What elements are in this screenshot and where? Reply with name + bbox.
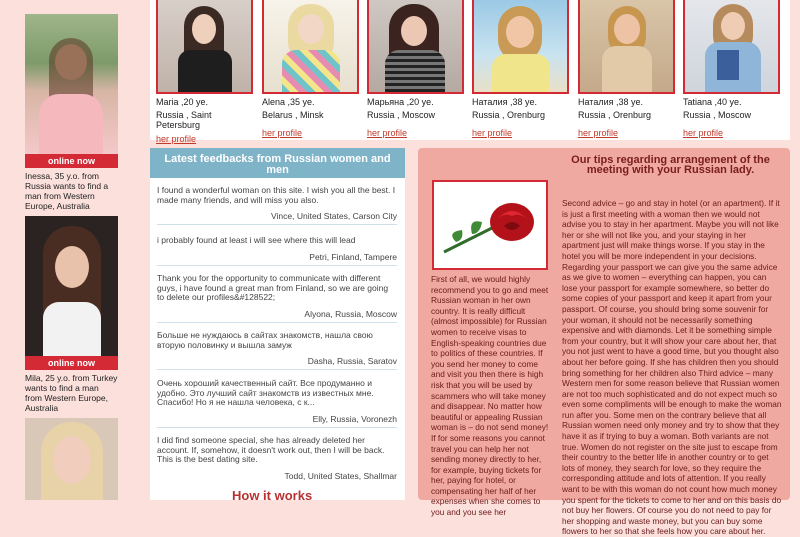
profile-name-age: Наталия ,38 ye. — [472, 97, 538, 107]
profile-photo[interactable] — [683, 0, 780, 94]
her-profile-link[interactable]: her profile — [262, 128, 303, 138]
feedback-item — [157, 379, 397, 428]
profile-card[interactable] — [262, 0, 359, 138]
profile-location: Russia , Moscow — [683, 110, 752, 120]
profile-location: Russia , Moscow — [367, 110, 436, 120]
online-badge: online now — [25, 356, 118, 370]
profile-photo[interactable] — [578, 0, 675, 94]
feedback-item — [157, 331, 397, 370]
profile-card[interactable] — [578, 0, 675, 138]
profile-photo[interactable] — [262, 0, 359, 94]
profile-name-age: Марьяна ,20 ye. — [367, 97, 434, 107]
profile-location: Russia , Orenburg — [578, 110, 652, 120]
feedback-text: Thank you for the opportunity to communicate with different guys, i have found a great man from Finland, so we are going to delete our profiles&#128522; — [157, 273, 389, 302]
lady-caption: Mila, 25 y.o. from Turkey wants to find a man from Western Europe, Australia — [25, 373, 118, 413]
lady-caption: Inessa, 35 y.o. from Russia wants to find a man from Western Europe, Australia — [25, 171, 109, 211]
profile-photo[interactable] — [156, 0, 253, 94]
profile-name-age: Maria ,20 ye. — [156, 97, 209, 107]
lady-card[interactable] — [25, 216, 118, 413]
feedback-author: Todd, United States, Shallmar — [284, 470, 397, 481]
her-profile-link[interactable]: her profile — [683, 128, 724, 138]
lady-photo[interactable] — [25, 14, 118, 154]
feedback-author: Alyona, Russia, Moscow — [304, 308, 397, 319]
feedback-text: I found a wonderful woman on this site. I wish you all the best. I made many friends, and will miss you also. — [157, 185, 396, 205]
profile-photo[interactable] — [367, 0, 464, 94]
tips-left-text: First of all, we would highly recommend you to go and meet Russian woman in her own country. It is really difficult (almost impossible) for Russian women to receive visas to English-speaking countries due to politics of these countries. If you send her money to come and visit you then there is high risk that you will be used by scammers who will take money and disappear. No matter how beautiful or appealing Russian woman is – do not send money! If for some reasons you cannot travel you can help her not sending money directly to her, for example, buying tickets for her, paying for hotel, or compensating her half of her expenses when she comes to you and you see her — [431, 274, 549, 518]
profile-location: Russia , Orenburg — [472, 110, 546, 120]
feedback-item — [157, 236, 397, 266]
feedback-item — [157, 436, 397, 484]
lady-photo[interactable] — [25, 418, 118, 500]
profiles-strip — [150, 0, 790, 144]
her-profile-link[interactable]: her profile — [156, 134, 197, 144]
feedback-author: Elly, Russia, Voronezh — [312, 413, 397, 424]
profile-card[interactable] — [683, 0, 780, 138]
profile-name-age: Наталия ,38 ye. — [578, 97, 644, 107]
feedback-item — [157, 186, 397, 225]
tips-right-text: Second advice – go and stay in hotel (or an apartment). If it is just a first meeting with a woman then we would not advise you to stay in her apartment. Maybe you will not like her or she will not like you, and your staying in her apartment just will make things worse. If you stay in the hotel you will be more independent in your decisions. Regarding your passport we can give you the same advice as we give to women – everything can happen, you can lose your passport for example somewhere, so better do some copies of your passport and keep it apart from your passport. Of course, you should bring some souvenir for your woman, it should not be necessarily something expensive and with diamonds. Let it be something simple from your country, but it will show your care about her, that you not just went to have a good time, but you thought also about her before going. If she has children then you should bring something for her children also Third advice – many Western men for some reason believe that Russian women are not too much sophisticated and do not expect much so even some compliments will be enough to make the woman run after you. Some men on the contrary believe that all Russian women need only money and try to show that they have it as if trying to buy a woman. Both variants are not true. Women do not register on the site just to escape from their country to the better life in another country or to get lots of money, they search for love, so they require the corresponding attitude and lots of attention. If you really want to be with this woman do not count how much money you spent for the tickets to come to her and on this basis do not buy her flowers. Of course you do not need to pay for her shopping and waste money, but you can buy some flowers to her so that she feels how you care about her. — [562, 198, 782, 537]
lady-photo[interactable] — [25, 216, 118, 356]
her-profile-link[interactable]: her profile — [472, 128, 513, 138]
lady-card[interactable] — [25, 14, 118, 211]
feedback-text: i probably found at least i will see where this will lead — [157, 235, 356, 245]
feedback-text: Очень хороший качественный сайт. Все продуманно и удобно. Это лучший сайт знакомств из известных мне. Спасибо! Но я не нашла человека, с к... — [157, 378, 374, 407]
profile-photo[interactable] — [472, 0, 569, 94]
how-it-works-heading: How it works — [232, 488, 313, 503]
profile-location: Belarus , Minsk — [262, 110, 324, 120]
feedbacks-panel — [150, 148, 405, 500]
profile-name-age: Tatiana ,40 ye. — [683, 97, 742, 107]
feedback-text: Больше не нуждаюсь в сайтах знакомств, нашла свою вторую половинку и вышла замуж — [157, 330, 373, 350]
profile-name-age: Alena ,35 ye. — [262, 97, 315, 107]
rose-image — [432, 180, 548, 270]
profile-card[interactable] — [156, 0, 253, 144]
feedback-author: Vince, United States, Carson City — [271, 211, 397, 221]
profile-location: Russia , Saint Petersburg — [156, 110, 212, 130]
feedback-text: I did find someone special, she has already deleted her account. If, somehow, it doesn't work out, then I will be back. This is the best dating site. — [157, 435, 385, 464]
her-profile-link[interactable]: her profile — [578, 128, 619, 138]
online-badge: online now — [25, 154, 118, 168]
profile-card[interactable] — [367, 0, 464, 138]
tips-panel — [418, 148, 790, 537]
left-ladies-column — [0, 0, 140, 500]
her-profile-link[interactable]: her profile — [367, 128, 408, 138]
feedback-author: Dasha, Russia, Saratov — [307, 356, 397, 366]
feedback-item — [157, 274, 397, 323]
feedbacks-title: Latest feedbacks from Russian women and men — [150, 148, 405, 178]
lady-card[interactable] — [25, 418, 118, 500]
feedback-author: Petri, Finland, Tampere — [309, 251, 397, 262]
profile-card[interactable] — [472, 0, 569, 138]
tips-title: Our tips regarding arrangement of the meeting with your Russian lady. — [571, 154, 770, 176]
